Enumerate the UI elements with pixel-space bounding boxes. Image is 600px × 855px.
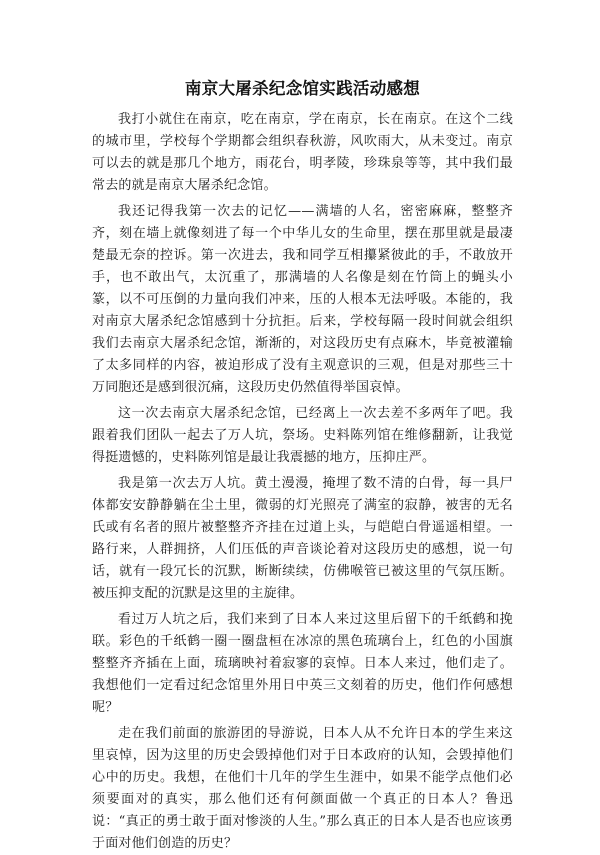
paragraph-4: 我是第一次去万人坑。黄土漫漫，掩埋了数不清的白骨，每一具尸体都安安静静躺在尘土里，微弱的灯光照亮了满室的寂静，被害的无名氏或有名者的照片被整整齐齐挂在过道上头，与皑皑白骨遥遥相望。一路行来，人群拥挤，人们压低的声音谈论着对这段历史的感想，说一句话，就有一段冗长的沉默，断断续续，仿佛喉管已被这里的气氛压断。被压抑支配的沉默是这里的主旋律。 (92, 476, 513, 601)
paragraph-5: 看过万人坑之后，我们来到了日本人来过这里后留下的千纸鹤和挽联。彩色的千纸鹤一圈一圈盘桓在冰凉的黑色琉璃台上，红色的小国旗整整齐齐插在上面，琉璃映衬着寂寥的哀悼。日本人来过，他们走了。我想他们一定看过纪念馆里外用日中英三文刻着的历史，他们作何感想呢？ (92, 612, 513, 715)
paragraph-6: 走在我们前面的旅游团的导游说，日本人从不允许日本的学生来这里哀悼，因为这里的历史会毁掉他们对于日本政府的认知，会毁掉他们心中的历史。我想，在他们十几年的学生生涯中，如果不能学点他们必须要面对的真实，那么他们还有何颜面做一个真正的日本人？鲁迅说：“真正的勇士敢于面对惨淡的人生。”那么真正的日本人是否也应该勇于面对他们创造的历史？ (92, 726, 513, 851)
paragraph-3: 这一次去南京大屠杀纪念馆，已经离上一次去差不多两年了吧。我跟着我们团队一起去了万人坑，祭场。史料陈列馆在维修翻新，让我觉得挺遗憾的，史料陈列馆是最让我震撼的地方，压抑庄严。 (92, 406, 513, 465)
paragraph-2: 我还记得我第一次去的记忆——满墙的人名，密密麻麻，整整齐齐，刻在墙上就像刻进了每一个中华儿女的生命里，摆在那里就是最凄楚最无奈的控诉。第一次进去，我和同学互相攥紧彼此的手，不敢放开手，也不敢出气，太沉重了，那满墙的人名像是刻在竹筒上的蝇头小篆，以不可压倒的力量向我们冲来，压的人根本无法呼吸。本能的，我对南京大屠杀纪念馆感到十分抗拒。后来，学校每隔一段时间就会组织我们去南京大屠杀纪念馆，渐渐的，对这段历史有点麻木，毕竟被灌输了太多同样的内容，被迫形成了没有主观意识的三观，但是对那些三十万同胞还是感到很沉痛，这段历史仍然值得举国哀悼。 (92, 204, 513, 395)
paragraph-1: 我打小就住在南京，吃在南京，学在南京，长在南京。在这个二线的城市里，学校每个学期都会组织春秋游，风吹雨大，从未变过。南京可以去的就是那几个地方，雨花台，明孝陵，珍珠泉等等，其中我们最常去的就是南京大屠杀纪念馆。 (92, 112, 513, 193)
document-title: 南京大屠杀纪念馆实践活动感想 (184, 79, 421, 98)
